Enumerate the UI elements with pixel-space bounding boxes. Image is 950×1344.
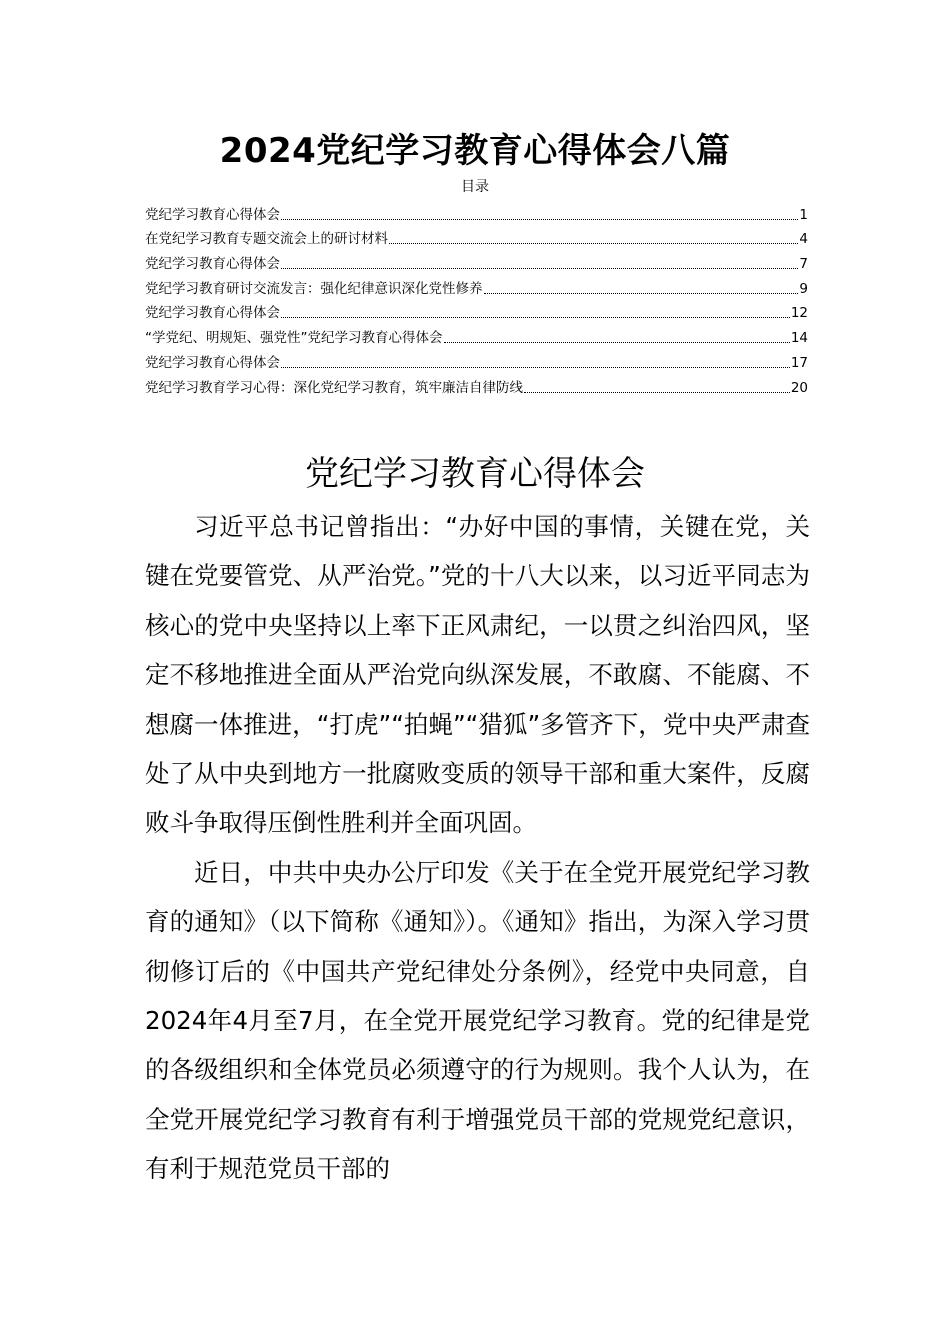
toc-entry-page: 7 — [799, 256, 808, 273]
toc-dot-leader — [281, 219, 798, 220]
toc-entry-page: 17 — [790, 354, 808, 371]
toc-entry-title: 党纪学习教育研讨交流发言：强化纪律意识深化党性修养 — [145, 280, 483, 297]
body-paragraph: 近日，中共中央办公厅印发《关于在全党开展党纪学习教育的通知》（以下简称《通知》）。《通知》指出，为深入学习贯彻修订后的《中国共产党纪律处分条例》，经党中央同意，自2024年4月至7月，在全党开展党纪学习教育。党的纪律是党的各级组织和全体党员必须遵守的行为规则。我个人认为，在全党开展党纪学习教育有利于增强党员干部的党规党纪意识，有利于规范党员干部的 — [145, 857, 810, 1184]
toc-entry[interactable] — [145, 349, 808, 374]
toc-dot-leader — [524, 392, 790, 393]
toc-entry-title: 党纪学习教育心得体会 — [145, 354, 280, 371]
toc-entry-page: 9 — [799, 280, 808, 297]
toc-entry-page: 20 — [790, 379, 808, 396]
toc-dot-leader — [389, 243, 798, 244]
toc-entry[interactable] — [145, 250, 808, 275]
toc-entry[interactable] — [145, 275, 808, 300]
toc-entry-title: 党纪学习教育心得体会 — [145, 206, 280, 223]
toc-entry-title: 在党纪学习教育专题交流会上的研讨材料 — [145, 231, 388, 248]
toc-entry[interactable] — [145, 226, 808, 251]
toc-entry-title: 党纪学习教育心得体会 — [145, 256, 280, 273]
section-title: 党纪学习教育心得体会 — [305, 454, 645, 494]
toc-dot-leader — [281, 268, 798, 269]
toc-entry[interactable] — [145, 324, 808, 349]
toc-entry[interactable] — [145, 201, 808, 226]
toc-entry-page: 14 — [790, 330, 808, 347]
toc-dot-leader — [281, 317, 790, 318]
toc-dot-leader — [484, 293, 799, 294]
toc-entry-title: 党纪学习教育心得体会 — [145, 305, 280, 322]
body-paragraph: 习近平总书记曾指出：“办好中国的事情，关键在党，关键在党要管党、从严治党。”党的十八大以来，以习近平同志为核心的党中央坚持以上率下正风肃纪，一以贯之纠治四风，坚定不移地推进全面从严治党向纵深发展，不敢腐、不能腐、不想腐一体推进，“打虎”“拍蝇”“猎狐”多管齐下，党中央严肃查处了从中央到地方一批腐败变质的领导干部和重大案件，反腐败斗争取得压倒性胜利并全面巩固。 — [145, 512, 810, 838]
toc-entry-title: 党纪学习教育学习心得：深化党纪学习教育，筑牢廉洁自律防线 — [145, 379, 523, 396]
toc-entry[interactable] — [145, 300, 808, 325]
toc-entry-page: 4 — [799, 231, 808, 248]
toc-dot-leader — [281, 367, 790, 368]
toc-entry-title: “学党纪、明规矩、强党性”党纪学习教育心得体会 — [145, 330, 443, 347]
article-body — [145, 502, 810, 1194]
toc-entry-page: 1 — [799, 206, 808, 223]
toc-heading: 目录 — [461, 179, 489, 195]
document-title: 2024党纪学习教育心得体会八篇 — [219, 131, 731, 171]
table-of-contents — [145, 201, 808, 399]
toc-entry-page: 12 — [790, 305, 808, 322]
toc-entry[interactable] — [145, 374, 808, 399]
toc-dot-leader — [444, 342, 790, 343]
